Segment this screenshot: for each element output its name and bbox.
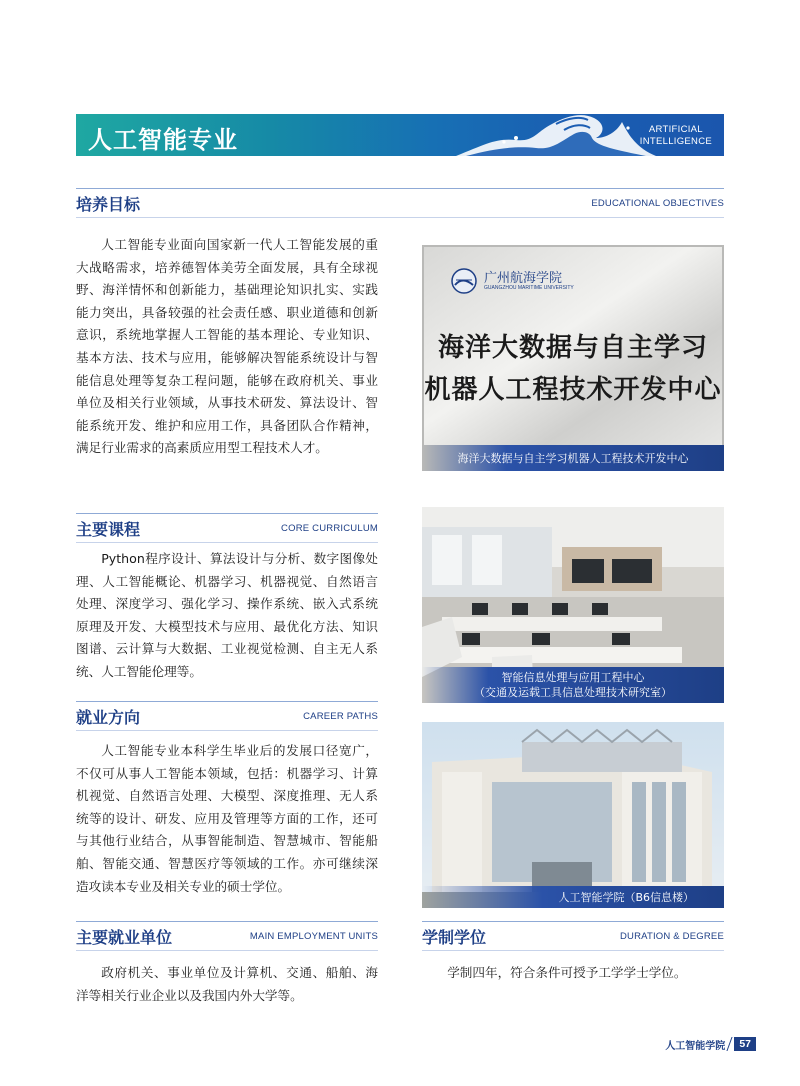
section-header-employers: [76, 921, 378, 951]
section-header-career: [76, 701, 378, 731]
page-title: 人工智能专业: [88, 126, 238, 154]
plaque-line-2: 机器人工程技术开发中心: [424, 375, 722, 405]
section-title-en: MAIN EMPLOYMENT UNITS: [249, 931, 378, 942]
banner-en-line2: INTELLIGENCE: [639, 136, 712, 147]
section-header-objectives: [76, 188, 724, 218]
lab-photo: [422, 507, 724, 703]
banner-english-title: [640, 124, 712, 148]
footer-label: 人工智能学院: [665, 1040, 726, 1052]
section-title: 主要课程: [76, 520, 141, 539]
section-title: 就业方向: [76, 708, 141, 727]
plaque-photo: [422, 245, 724, 471]
section-title-en: CORE CURRICULUM: [281, 523, 378, 534]
plaque-caption: [422, 445, 724, 471]
lab-caption: [422, 667, 724, 703]
footer-divider: [727, 1037, 733, 1051]
page-banner: [76, 114, 724, 156]
curriculum-text: Python程序设计、算法设计与分析、数字图像处理、人工智能概论、机器学习、机器视觉、自然语言处理、深度学习、强化学习、操作系统、嵌入式系统原理及开发、大模型技术与应用、最优化方法、知识图谱、云计算与大数据、工业视觉检测、自主无人系统、人工智能伦理等。: [76, 551, 378, 679]
section-title-en: CAREER PATHS: [303, 711, 378, 722]
lab-caption-line1: 智能信息处理与应用工程中心: [501, 671, 645, 684]
lab-caption-line2: （交通及运载工具信息处理技术研究室）: [474, 686, 672, 699]
plaque-line-1: 海洋大数据与自主学习: [437, 333, 708, 363]
building-photo: [422, 722, 724, 908]
objectives-text: 人工智能专业面向国家新一代人工智能发展的重大战略需求，培养德智体美劳全面发展，具有全球视野、海洋情怀和创新能力，基础理论知识扎实、实践能力突出，具备较强的社会责任感、职业道德和创新意识，系统地掌握人工智能的基本理论、专业知识、基本方法、技术与应用，能够解决智能系统设计与智能信息处理等复杂工程问题，能够在政府机关、事业单位及相关行业领域，从事技术研发、算法设计、智能系统开发、维护和应用工作，具备团队合作精神，满足行业需求的高素质应用型工程技术人才。: [76, 237, 378, 456]
banner-en-line1: ARTIFICIAL: [648, 124, 703, 135]
section-title: 培养目标: [76, 195, 141, 214]
building-caption: [422, 886, 724, 908]
wave-decoration: [456, 114, 656, 156]
section-title: 学制学位: [422, 928, 487, 947]
career-text: 人工智能专业本科学生毕业后的发展口径宽广，不仅可从事人工智能本领域，包括：机器学习、计算机视觉、自然语言处理、大模型、深度推理、无人系统等的设计、研发、应用及管理等方面的工作，还可与其他行业结合，从事智能制造、智慧城市、智能船舶、智能交通、智慧医疗等领域的工作。亦可继续深造攻读本专业及相关专业的硕士学位。: [76, 743, 378, 894]
school-name-en: GUANGZHOU MARITIME UNIVERSITY: [484, 285, 574, 291]
section-header-duration: [422, 921, 724, 951]
plaque-caption-text: 海洋大数据与自主学习机器人工程技术开发中心: [457, 452, 689, 465]
section-title: 主要就业单位: [76, 928, 173, 947]
page-footer: [665, 1036, 756, 1052]
section-title-en: EDUCATIONAL OBJECTIVES: [591, 198, 724, 209]
section-header-curriculum: [76, 513, 378, 543]
page-number: 57: [734, 1037, 756, 1051]
employers-text: 政府机关、事业单位及计算机、交通、船舶、海洋等相关行业企业以及我国内外大学等。: [76, 965, 378, 1003]
section-title-en: DURATION & DEGREE: [619, 931, 724, 942]
building-caption-text: 人工智能学院（B6信息楼）: [558, 891, 694, 904]
school-name: 广州航海学院: [484, 271, 563, 286]
duration-text: 学制四年，符合条件可授予工学学士学位。: [447, 965, 687, 980]
